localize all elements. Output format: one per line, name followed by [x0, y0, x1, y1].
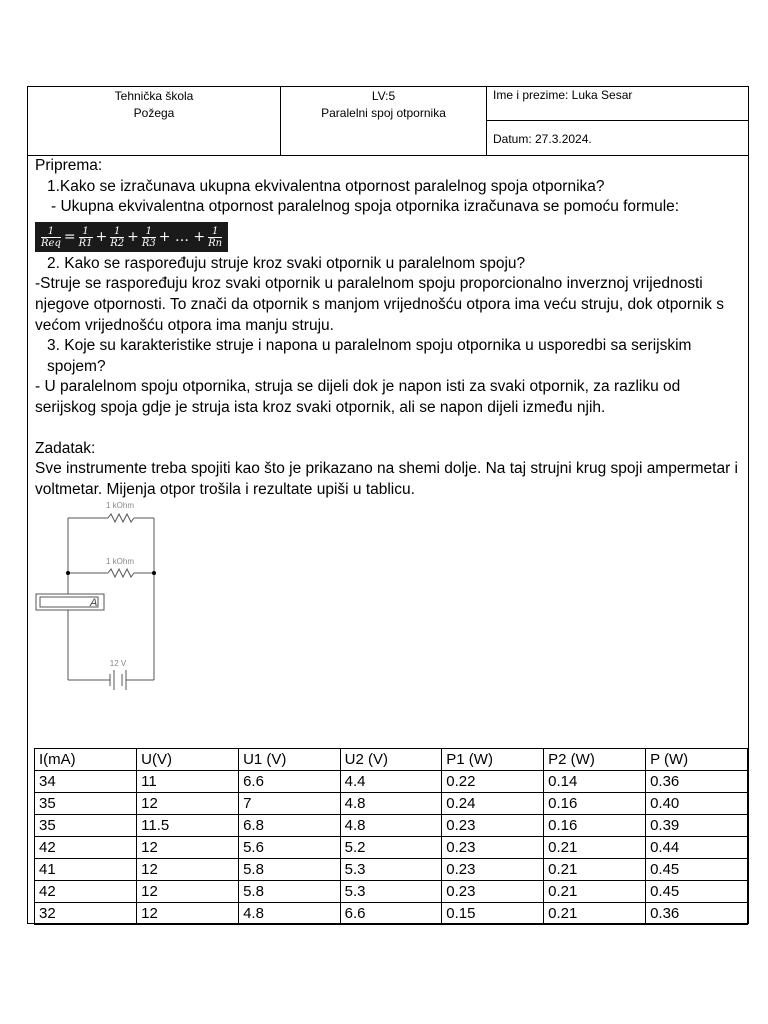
table-header-cell: U2 (V) — [340, 749, 442, 771]
table-cell: 0.24 — [442, 793, 544, 815]
table-cell: 42 — [35, 881, 137, 903]
table-cell: 0.23 — [442, 881, 544, 903]
table-cell: 0.36 — [646, 903, 748, 925]
priprema-title: Priprema: — [35, 157, 103, 174]
resistor-2-label: 1 kOhm — [105, 557, 135, 566]
table-cell: 0.45 — [646, 859, 748, 881]
table-header-cell: P2 (W) — [544, 749, 646, 771]
table-row — [35, 859, 748, 881]
table-cell: 12 — [137, 793, 239, 815]
table-cell: 4.8 — [340, 815, 442, 837]
table-cell: 7 — [239, 793, 341, 815]
table-cell: 5.3 — [340, 881, 442, 903]
results-table — [34, 748, 748, 925]
table-header-row — [35, 749, 748, 771]
table-cell: 35 — [35, 793, 137, 815]
table-header-cell: I(mA) — [35, 749, 137, 771]
school-name: Tehnička škola — [114, 89, 194, 103]
table-cell: 0.22 — [442, 771, 544, 793]
resistor-1-label: 1 kOhm — [105, 501, 135, 510]
table-cell: 4.8 — [239, 903, 341, 925]
formula-term-r3: $\frac{1}{R3}$ — [141, 225, 156, 249]
table-cell: 0.44 — [646, 837, 748, 859]
table-cell: 6.6 — [340, 903, 442, 925]
question-2: 2. Kako se raspoređuju struje kroz svaki otpornik u paralelnom spoju? — [47, 254, 526, 272]
answer-3: - U paralelnom spoju otpornika, struja se dijeli dok je napon isti za svaki otpornik, za razliku od serijskog spoja gdje je struja ista kroz svaki otpornik, ali se napon dijeli između njih. — [35, 378, 681, 416]
body-text — [35, 156, 743, 500]
exercise-title: Paralelni spoj otpornika — [321, 106, 446, 120]
table-cell: 0.21 — [544, 859, 646, 881]
question-3: 3. Koje su karakteristike struje i napona u paralelnom spoju otpornika u usporedbi sa serijskim spojem? — [47, 337, 692, 375]
table-cell: 12 — [137, 859, 239, 881]
table-cell: 5.6 — [239, 837, 341, 859]
table-cell: 0.21 — [544, 903, 646, 925]
table-row — [35, 815, 748, 837]
table-cell: 0.23 — [442, 859, 544, 881]
table-cell: 11.5 — [137, 815, 239, 837]
table-cell: 0.14 — [544, 771, 646, 793]
formula-term-req: $\frac{1}{\text{Req}}$ — [41, 225, 61, 249]
table-cell: 0.23 — [442, 815, 544, 837]
question-1: 1.Kako se izračunava ukupna ekvivalentna otpornost paralelnog spoja otpornika? — [47, 177, 605, 195]
exercise-number: LV:5 — [371, 89, 396, 103]
table-header-cell: U(V) — [137, 749, 239, 771]
equivalent-resistance-formula: $\frac{1}{\text{Req}}$ = $\frac{1}{R1}$ + $\frac{1}{R2}$ + $\frac{1}{R3}$ + … + $\frac{1}{Rn}$ — [35, 222, 228, 252]
table-cell: 0.15 — [442, 903, 544, 925]
table-cell: 41 — [35, 859, 137, 881]
source-label: 12 V — [109, 659, 127, 668]
table-cell: 0.21 — [544, 881, 646, 903]
table-cell: 12 — [137, 837, 239, 859]
formula-dots: + … + — [158, 228, 206, 245]
junction-left — [66, 571, 70, 575]
table-row — [35, 837, 748, 859]
battery — [110, 670, 126, 690]
answer-2: -Struje se raspoređuju kroz svaki otpornik u paralelnom spoju proporcionalno inverznoj vrijednosti njegove otpornosti. To znači da otpornik s manjom vrijednošću otpora ima veću struju, dok otpornik s većom vrijednošću otpora ima manju struju. — [35, 275, 724, 334]
header-table — [27, 86, 749, 156]
formula-term-rn: $\frac{1}{Rn}$ — [208, 225, 223, 249]
formula-term-r1: $\frac{1}{R1}$ — [78, 225, 93, 249]
table-cell: 12 — [137, 903, 239, 925]
student-cell — [487, 87, 748, 155]
table-cell: 0.16 — [544, 793, 646, 815]
school-city: Požega — [133, 106, 175, 120]
table-cell: 0.36 — [646, 771, 748, 793]
table-cell: 32 — [35, 903, 137, 925]
table-cell: 0.21 — [544, 837, 646, 859]
table-cell: 0.39 — [646, 815, 748, 837]
table-cell: 34 — [35, 771, 137, 793]
student-name: Ime i prezime: Luka Sesar — [487, 87, 748, 121]
table-cell: 12 — [137, 881, 239, 903]
school-cell — [28, 87, 281, 155]
table-cell: 6.6 — [239, 771, 341, 793]
table-cell: 4.8 — [340, 793, 442, 815]
exercise-cell — [281, 87, 487, 155]
table-row — [35, 793, 748, 815]
table-cell: 0.40 — [646, 793, 748, 815]
ammeter-label: A — [90, 597, 98, 609]
table-cell: 0.16 — [544, 815, 646, 837]
table-cell: 5.2 — [340, 837, 442, 859]
zadatak-title: Zadatak: — [35, 439, 96, 457]
table-cell: 5.8 — [239, 881, 341, 903]
table-cell: 0.23 — [442, 837, 544, 859]
exercise-date: Datum: 27.3.2024. — [493, 131, 592, 146]
table-cell: 6.8 — [239, 815, 341, 837]
zadatak-text: Sve instrumente treba spojiti kao što je prikazano na shemi dolje. Na taj strujni krug spoji ampermetar i voltmetar. Mijenja otpor trošila i rezultate upiši u tablicu. — [35, 460, 738, 498]
formula-term-r2: $\frac{1}{R2}$ — [110, 225, 125, 249]
table-cell: 35 — [35, 815, 137, 837]
table-cell: 11 — [137, 771, 239, 793]
table-row — [35, 903, 748, 925]
table-header-cell: P (W) — [646, 749, 748, 771]
table-cell: 42 — [35, 837, 137, 859]
table-header-cell: U1 (V) — [239, 749, 341, 771]
table-cell: 5.3 — [340, 859, 442, 881]
table-cell: 0.45 — [646, 881, 748, 903]
table-row — [35, 771, 748, 793]
table-row — [35, 881, 748, 903]
circuit-diagram — [34, 498, 164, 698]
table-cell: 5.8 — [239, 859, 341, 881]
table-header-cell: P1 (W) — [442, 749, 544, 771]
table-cell: 4.4 — [340, 771, 442, 793]
answer-1: - Ukupna ekvivalentna otpornost paralelnog spoja otpornika izračunava se pomoću formule: — [51, 198, 680, 216]
junction-right — [152, 571, 156, 575]
